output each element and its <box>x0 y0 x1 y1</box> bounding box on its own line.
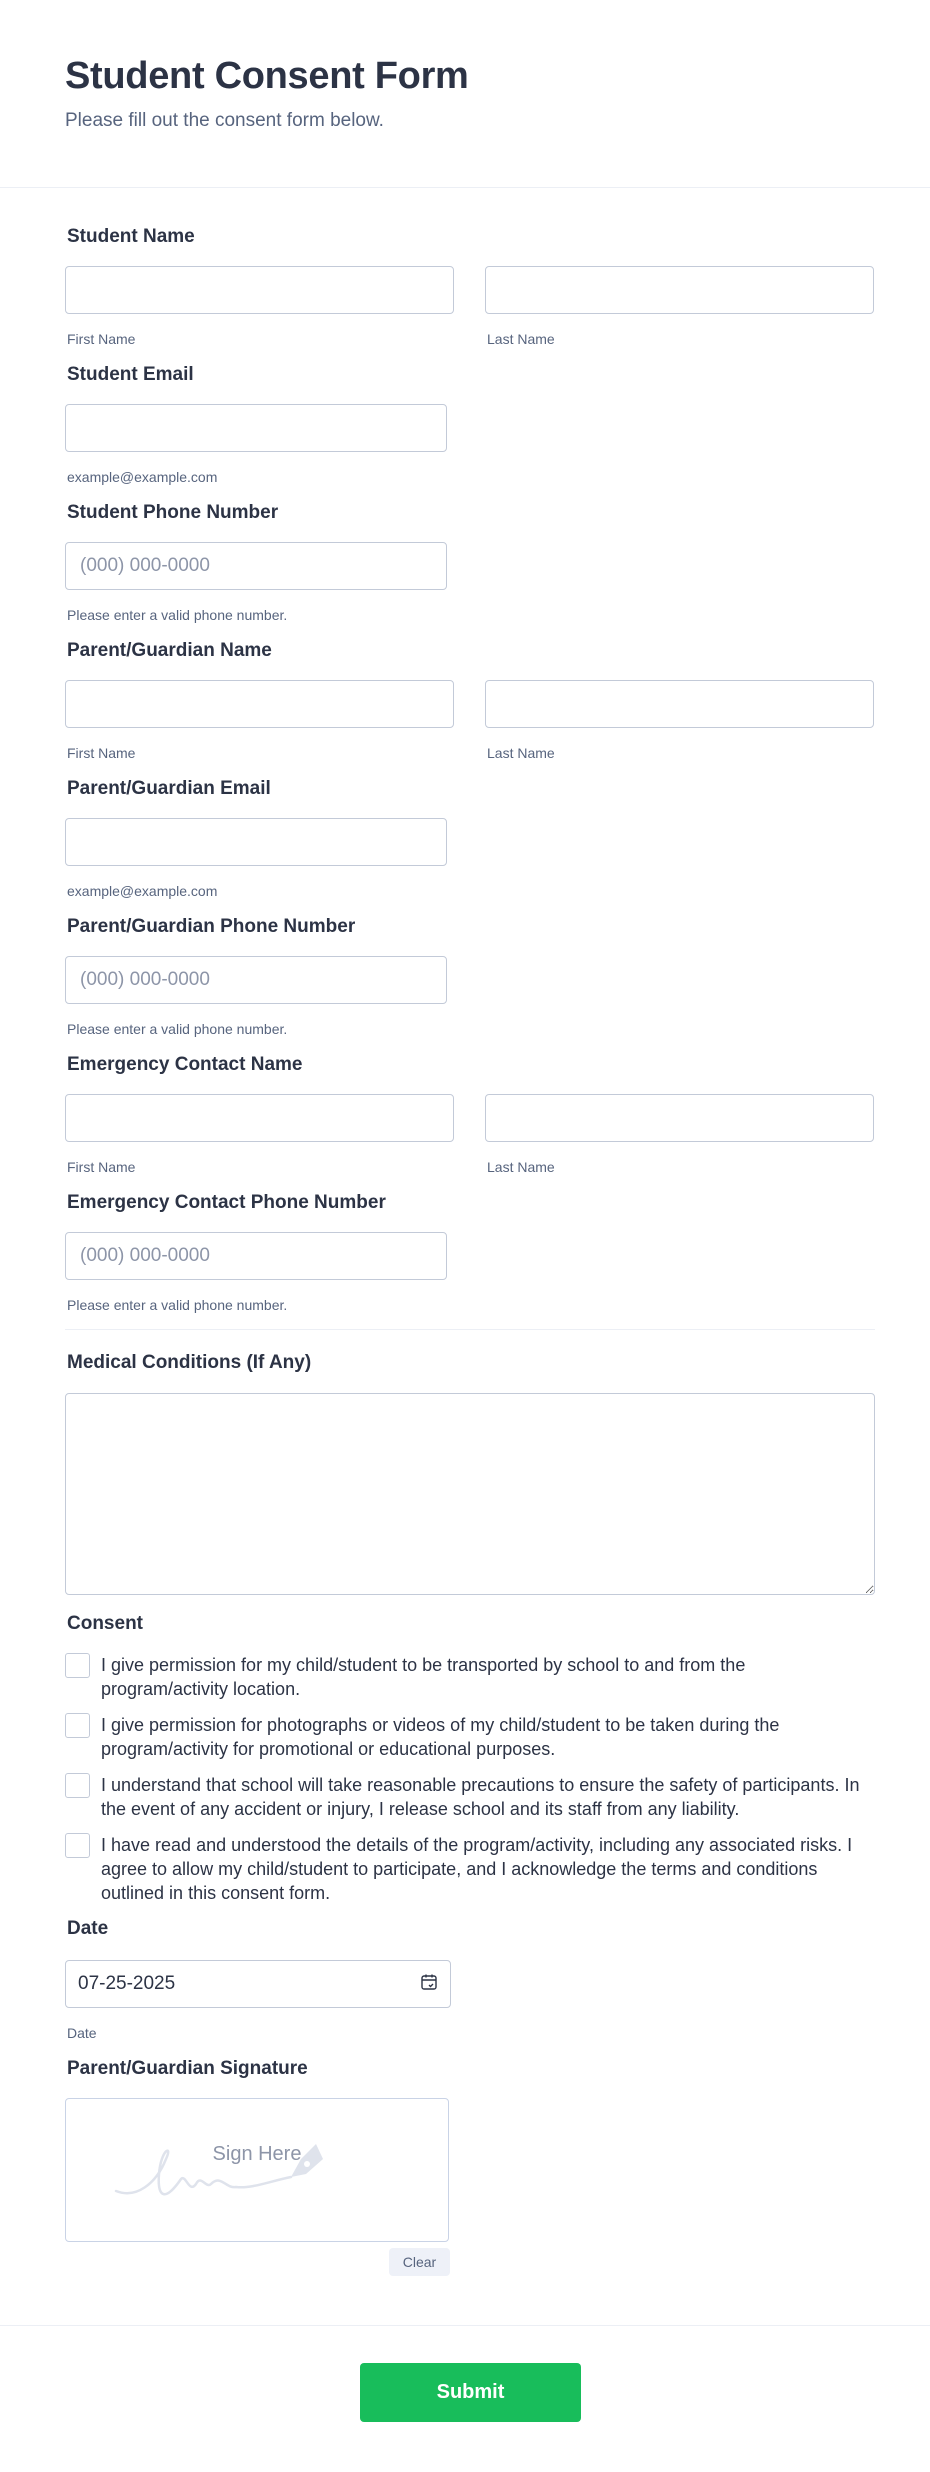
date-field <box>65 1917 875 2042</box>
checkbox[interactable] <box>65 1773 90 1798</box>
field-label: Parent/Guardian Email <box>67 778 271 799</box>
emergency-name-field <box>65 1053 875 1176</box>
emergency-last-name-input[interactable] <box>485 1094 874 1142</box>
field-label: Student Phone Number <box>67 502 279 523</box>
signature-pad[interactable] <box>65 2098 449 2270</box>
parent-last-name-input[interactable] <box>485 680 874 728</box>
calendar-icon[interactable] <box>420 1973 438 1996</box>
student-last-name-input[interactable] <box>485 266 874 314</box>
checkbox-label[interactable]: I give permission for my child/student to be transported by school to and from the program/activity location. <box>101 1655 746 1699</box>
checkbox-label[interactable]: I have read and understood the details of the program/activity, including any associated risks. I agree to allow my child/student to participate, and I acknowledge the terms and conditions outlined in this consent form. <box>101 1835 853 1903</box>
page-subtitle: Please fill out the consent form below. <box>65 110 384 131</box>
student-phone-field <box>65 501 875 624</box>
form-footer <box>0 2325 930 2472</box>
student-phone-input[interactable] <box>65 542 447 590</box>
sublabel: First Name <box>67 331 136 347</box>
checkbox[interactable] <box>65 1653 90 1678</box>
consent-option[interactable] <box>65 1713 875 1761</box>
date-value[interactable]: 07-25-2025 <box>78 1973 176 1994</box>
field-label: Emergency Contact Name <box>67 1054 303 1075</box>
checkbox-label[interactable]: I give permission for photographs or videos of my child/student to be taken during the program/activity for promotional or educational purposes. <box>101 1715 780 1759</box>
sublabel: First Name <box>67 1159 136 1175</box>
medical-conditions-textarea[interactable] <box>65 1393 875 1595</box>
sublabel: Please enter a valid phone number. <box>67 607 288 623</box>
checkbox-label[interactable]: I understand that school will take reasonable precautions to ensure the safety of participants. In the event of any accident or injury, I release school and its staff from any liability. <box>101 1775 860 1819</box>
student-first-name-input[interactable] <box>65 266 454 314</box>
form-header <box>0 0 930 188</box>
page-title: Student Consent Form <box>65 55 469 97</box>
student-name-field <box>65 225 875 348</box>
submit-button[interactable]: Submit <box>360 2363 581 2422</box>
consent-form <box>65 225 875 2270</box>
sublabel: Last Name <box>487 745 555 761</box>
sublabel: First Name <box>67 745 136 761</box>
parent-phone-field <box>65 915 875 1038</box>
date-input[interactable] <box>65 1960 451 2008</box>
sublabel: example@example.com <box>67 883 218 899</box>
field-label: Consent <box>67 1613 143 1634</box>
field-label: Parent/Guardian Phone Number <box>67 916 356 937</box>
parent-email-input[interactable] <box>65 818 447 866</box>
medical-field <box>65 1351 875 1595</box>
parent-first-name-input[interactable] <box>65 680 454 728</box>
signature-placeholder: Sign Here <box>212 2143 302 2165</box>
signature-field <box>65 2057 875 2270</box>
parent-email-field <box>65 777 875 900</box>
consent-option[interactable] <box>65 1653 875 1701</box>
emergency-phone-input[interactable] <box>65 1232 447 1280</box>
field-label: Medical Conditions (If Any) <box>67 1352 312 1373</box>
signature-pen-icon <box>111 2139 411 2209</box>
checkbox[interactable] <box>65 1713 90 1738</box>
sublabel: Date <box>67 2025 97 2041</box>
emergency-first-name-input[interactable] <box>65 1094 454 1142</box>
section-divider <box>65 1329 875 1330</box>
consent-option[interactable] <box>65 1773 875 1821</box>
checkbox[interactable] <box>65 1833 90 1858</box>
emergency-phone-field <box>65 1191 875 1314</box>
consent-option[interactable] <box>65 1833 875 1905</box>
sublabel: Last Name <box>487 1159 555 1175</box>
student-email-field <box>65 363 875 486</box>
field-label: Parent/Guardian Signature <box>67 2058 308 2079</box>
field-label: Student Name <box>67 226 195 247</box>
consent-field <box>65 1612 875 1905</box>
parent-name-field <box>65 639 875 762</box>
sublabel: Please enter a valid phone number. <box>67 1021 288 1037</box>
field-label: Date <box>67 1918 109 1939</box>
parent-phone-input[interactable] <box>65 956 447 1004</box>
sublabel: Last Name <box>487 331 555 347</box>
sublabel: Please enter a valid phone number. <box>67 1297 288 1313</box>
sublabel: example@example.com <box>67 469 218 485</box>
field-label: Parent/Guardian Name <box>67 640 272 661</box>
student-email-input[interactable] <box>65 404 447 452</box>
field-label: Student Email <box>67 364 194 385</box>
field-label: Emergency Contact Phone Number <box>67 1192 386 1213</box>
clear-signature-button[interactable]: Clear <box>389 2248 450 2276</box>
